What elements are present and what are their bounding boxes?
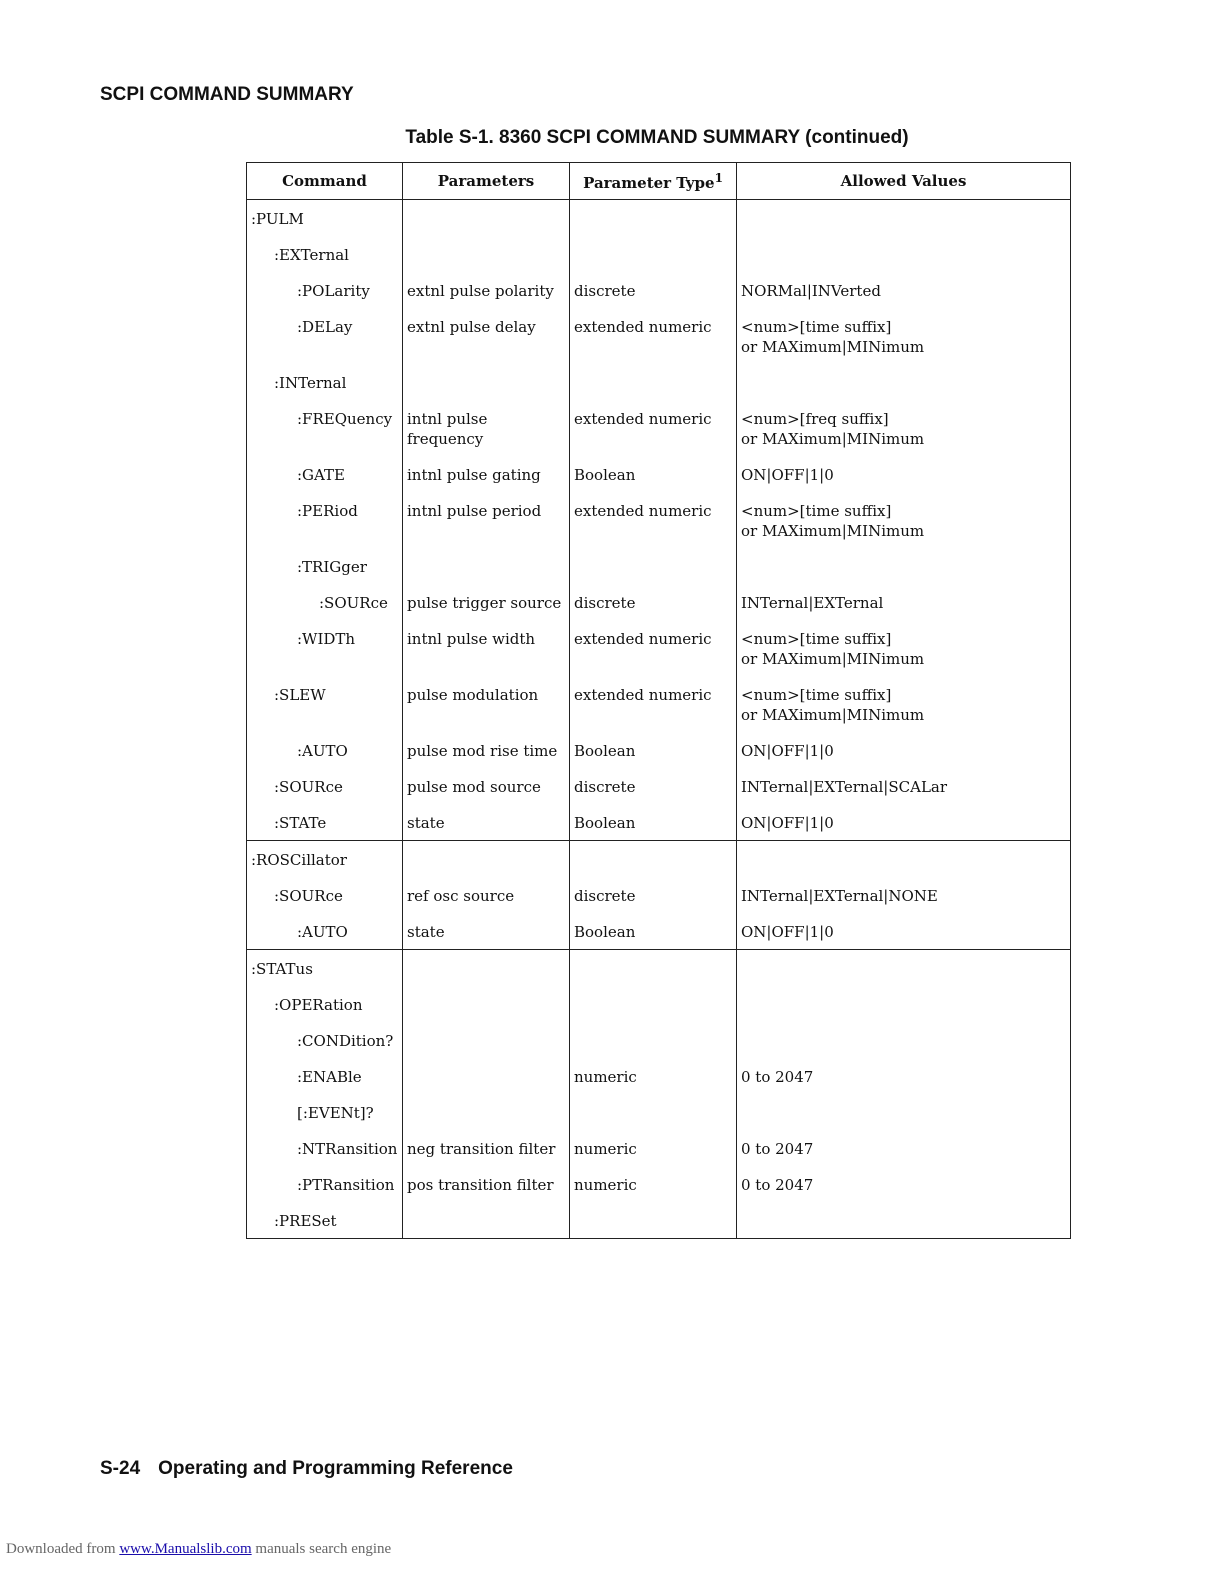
parameters-cell: state (403, 804, 570, 841)
allowed-values-cell (737, 1202, 1071, 1239)
allowed-values-line: <num>[time suffix] (741, 686, 892, 704)
parameter-type-cell: extended numeric (570, 492, 737, 548)
table-row (247, 236, 1071, 272)
table-row (247, 986, 1071, 1022)
table-row (247, 1202, 1071, 1239)
command-cell: :GATE (247, 456, 403, 492)
parameter-type-cell (570, 364, 737, 400)
table-row (247, 950, 1071, 987)
parameters-cell (403, 986, 570, 1022)
table-row (247, 1130, 1071, 1166)
parameter-type-cell (570, 1094, 737, 1130)
allowed-values-line: <num>[time suffix] (741, 502, 892, 520)
table-row (247, 548, 1071, 584)
parameters-cell: pulse modulation (403, 676, 570, 732)
table-row (247, 400, 1071, 456)
command-cell: :WIDTh (247, 620, 403, 676)
allowed-values-line: ON|OFF|1|0 (741, 814, 834, 832)
parameter-type-cell: discrete (570, 272, 737, 308)
command-cell: :SOURce (247, 768, 403, 804)
table-row (247, 492, 1071, 548)
allowed-values-cell (737, 272, 1071, 308)
allowed-values-cell (737, 877, 1071, 913)
table-row (247, 308, 1071, 364)
table-row (247, 1094, 1071, 1130)
parameters-cell: pulse mod rise time (403, 732, 570, 768)
allowed-values-line-2: or MAXimum|MINimum (741, 430, 925, 448)
page-footer (100, 1458, 513, 1480)
section-title: SCPI COMMAND SUMMARY (100, 84, 354, 105)
parameters-cell (403, 548, 570, 584)
column-header-command: Command (247, 163, 403, 200)
allowed-values-cell (737, 950, 1071, 987)
allowed-values-cell (737, 768, 1071, 804)
command-cell: :AUTO (247, 732, 403, 768)
parameters-cell (403, 236, 570, 272)
allowed-values-cell (737, 804, 1071, 841)
command-cell: :ENABle (247, 1058, 403, 1094)
parameter-type-cell (570, 1202, 737, 1239)
command-cell: :EXTernal (247, 236, 403, 272)
parameters-cell: ref osc source (403, 877, 570, 913)
allowed-values-line-2: or MAXimum|MINimum (741, 706, 925, 724)
allowed-values-cell (737, 1058, 1071, 1094)
allowed-values-line: ON|OFF|1|0 (741, 742, 834, 760)
command-cell: :STATus (247, 950, 403, 987)
command-cell: :FREQuency (247, 400, 403, 456)
table-row (247, 676, 1071, 732)
command-cell: [:EVENt]? (247, 1094, 403, 1130)
command-cell: :INTernal (247, 364, 403, 400)
parameter-type-cell: Boolean (570, 456, 737, 492)
allowed-values-line-2: or MAXimum|MINimum (741, 522, 925, 540)
allowed-values-cell (737, 1022, 1071, 1058)
command-cell: :PERiod (247, 492, 403, 548)
allowed-values-cell (737, 548, 1071, 584)
allowed-values-cell (737, 676, 1071, 732)
parameter-type-cell: extended numeric (570, 308, 737, 364)
parameter-type-cell: discrete (570, 768, 737, 804)
allowed-values-cell (737, 400, 1071, 456)
parameter-type-cell: numeric (570, 1058, 737, 1094)
command-cell: :AUTO (247, 913, 403, 950)
parameter-type-cell (570, 200, 737, 237)
parameter-type-cell: numeric (570, 1130, 737, 1166)
allowed-values-cell (737, 364, 1071, 400)
table-row (247, 456, 1071, 492)
allowed-values-cell (737, 986, 1071, 1022)
parameters-cell (403, 1094, 570, 1130)
parameters-cell (403, 364, 570, 400)
table-row (247, 1166, 1071, 1202)
parameters-cell: pos transition filter (403, 1166, 570, 1202)
download-note-prefix: Downloaded from (6, 1541, 120, 1557)
table-row (247, 272, 1071, 308)
parameter-type-cell (570, 841, 737, 878)
allowed-values-cell (737, 913, 1071, 950)
allowed-values-line: ON|OFF|1|0 (741, 466, 834, 484)
column-header-allowed-values: Allowed Values (737, 163, 1071, 200)
parameters-cell (403, 950, 570, 987)
allowed-values-cell (737, 841, 1071, 878)
command-cell: :STATe (247, 804, 403, 841)
parameter-type-cell (570, 548, 737, 584)
allowed-values-cell (737, 308, 1071, 364)
parameters-cell: neg transition filter (403, 1130, 570, 1166)
allowed-values-line-2: or MAXimum|MINimum (741, 338, 925, 356)
parameters-cell (403, 1058, 570, 1094)
parameter-type-cell (570, 1022, 737, 1058)
parameter-type-cell: extended numeric (570, 676, 737, 732)
command-cell: :SLEW (247, 676, 403, 732)
parameters-cell: extnl pulse delay (403, 308, 570, 364)
table-row (247, 584, 1071, 620)
column-header-parameters: Parameters (403, 163, 570, 200)
allowed-values-line: INTernal|EXTernal (741, 594, 884, 612)
allowed-values-cell (737, 1094, 1071, 1130)
parameter-type-cell: extended numeric (570, 400, 737, 456)
allowed-values-cell (737, 584, 1071, 620)
allowed-values-cell (737, 732, 1071, 768)
table-row (247, 1058, 1071, 1094)
parameter-type-cell: numeric (570, 1166, 737, 1202)
parameter-type-cell: Boolean (570, 913, 737, 950)
parameters-cell (403, 200, 570, 237)
parameters-cell: intnl pulse width (403, 620, 570, 676)
table-row (247, 841, 1071, 878)
command-cell: :PRESet (247, 1202, 403, 1239)
parameter-type-cell (570, 950, 737, 987)
allowed-values-cell (737, 236, 1071, 272)
parameter-type-cell: Boolean (570, 804, 737, 841)
allowed-values-line-2: or MAXimum|MINimum (741, 650, 925, 668)
table-row (247, 804, 1071, 841)
table-row (247, 877, 1071, 913)
page-number: S-24 (100, 1458, 141, 1479)
allowed-values-line: <num>[freq suffix] (741, 410, 889, 428)
allowed-values-line: <num>[time suffix] (741, 630, 892, 648)
command-cell: :OPERation (247, 986, 403, 1022)
download-note-suffix: manuals search engine (251, 1541, 392, 1557)
allowed-values-cell (737, 620, 1071, 676)
allowed-values-line: ON|OFF|1|0 (741, 923, 834, 941)
parameters-cell: pulse trigger source (403, 584, 570, 620)
allowed-values-line: <num>[time suffix] (741, 318, 892, 336)
scpi-command-table (246, 162, 1071, 1239)
allowed-values-line: 0 to 2047 (741, 1140, 814, 1158)
allowed-values-line: INTernal|EXTernal|NONE (741, 887, 938, 905)
command-cell: :NTRansition (247, 1130, 403, 1166)
allowed-values-line: 0 to 2047 (741, 1068, 814, 1086)
parameters-cell: extnl pulse polarity (403, 272, 570, 308)
table-body (247, 200, 1071, 1239)
parameter-type-cell: discrete (570, 877, 737, 913)
parameters-cell (403, 1202, 570, 1239)
allowed-values-cell (737, 1166, 1071, 1202)
manualslib-link[interactable]: www.Manualslib.com (119, 1541, 252, 1557)
table-header-row (247, 163, 1071, 200)
parameters-cell: state (403, 913, 570, 950)
footer-title: Operating and Programming Reference (158, 1458, 513, 1479)
table-row (247, 913, 1071, 950)
table-row (247, 768, 1071, 804)
allowed-values-line: NORMal|INVerted (741, 282, 881, 300)
parameters-cell: pulse mod source (403, 768, 570, 804)
command-cell: :DELay (247, 308, 403, 364)
parameter-type-cell: extended numeric (570, 620, 737, 676)
command-cell: :PULM (247, 200, 403, 237)
parameter-type-cell: Boolean (570, 732, 737, 768)
parameter-type-cell: discrete (570, 584, 737, 620)
allowed-values-cell (737, 492, 1071, 548)
table-caption: Table S-1. 8360 SCPI COMMAND SUMMARY (continued) (405, 127, 909, 148)
allowed-values-cell (737, 200, 1071, 237)
parameters-cell: intnl pulse period (403, 492, 570, 548)
parameters-cell (403, 841, 570, 878)
command-cell: :PTRansition (247, 1166, 403, 1202)
parameters-cell (403, 1022, 570, 1058)
allowed-values-cell (737, 1130, 1071, 1166)
parameters-cell: intnl pulse gating (403, 456, 570, 492)
allowed-values-line: 0 to 2047 (741, 1176, 814, 1194)
table-row (247, 200, 1071, 237)
table-row (247, 732, 1071, 768)
command-cell: :CONDition? (247, 1022, 403, 1058)
parameter-type-cell (570, 986, 737, 1022)
footnote-marker: 1 (714, 170, 723, 185)
command-cell: :ROSCillator (247, 841, 403, 878)
allowed-values-cell (737, 456, 1071, 492)
table-row (247, 1022, 1071, 1058)
table-row (247, 620, 1071, 676)
download-note (6, 1541, 391, 1558)
command-cell: :SOURce (247, 584, 403, 620)
command-cell: :TRIGger (247, 548, 403, 584)
column-header-parameter-type: Parameter Type$^1$ (570, 163, 737, 200)
table-row (247, 364, 1071, 400)
command-cell: :POLarity (247, 272, 403, 308)
parameters-cell: intnl pulse frequency (403, 400, 570, 456)
allowed-values-line: INTernal|EXTernal|SCALar (741, 778, 948, 796)
command-cell: :SOURce (247, 877, 403, 913)
parameter-type-cell (570, 236, 737, 272)
